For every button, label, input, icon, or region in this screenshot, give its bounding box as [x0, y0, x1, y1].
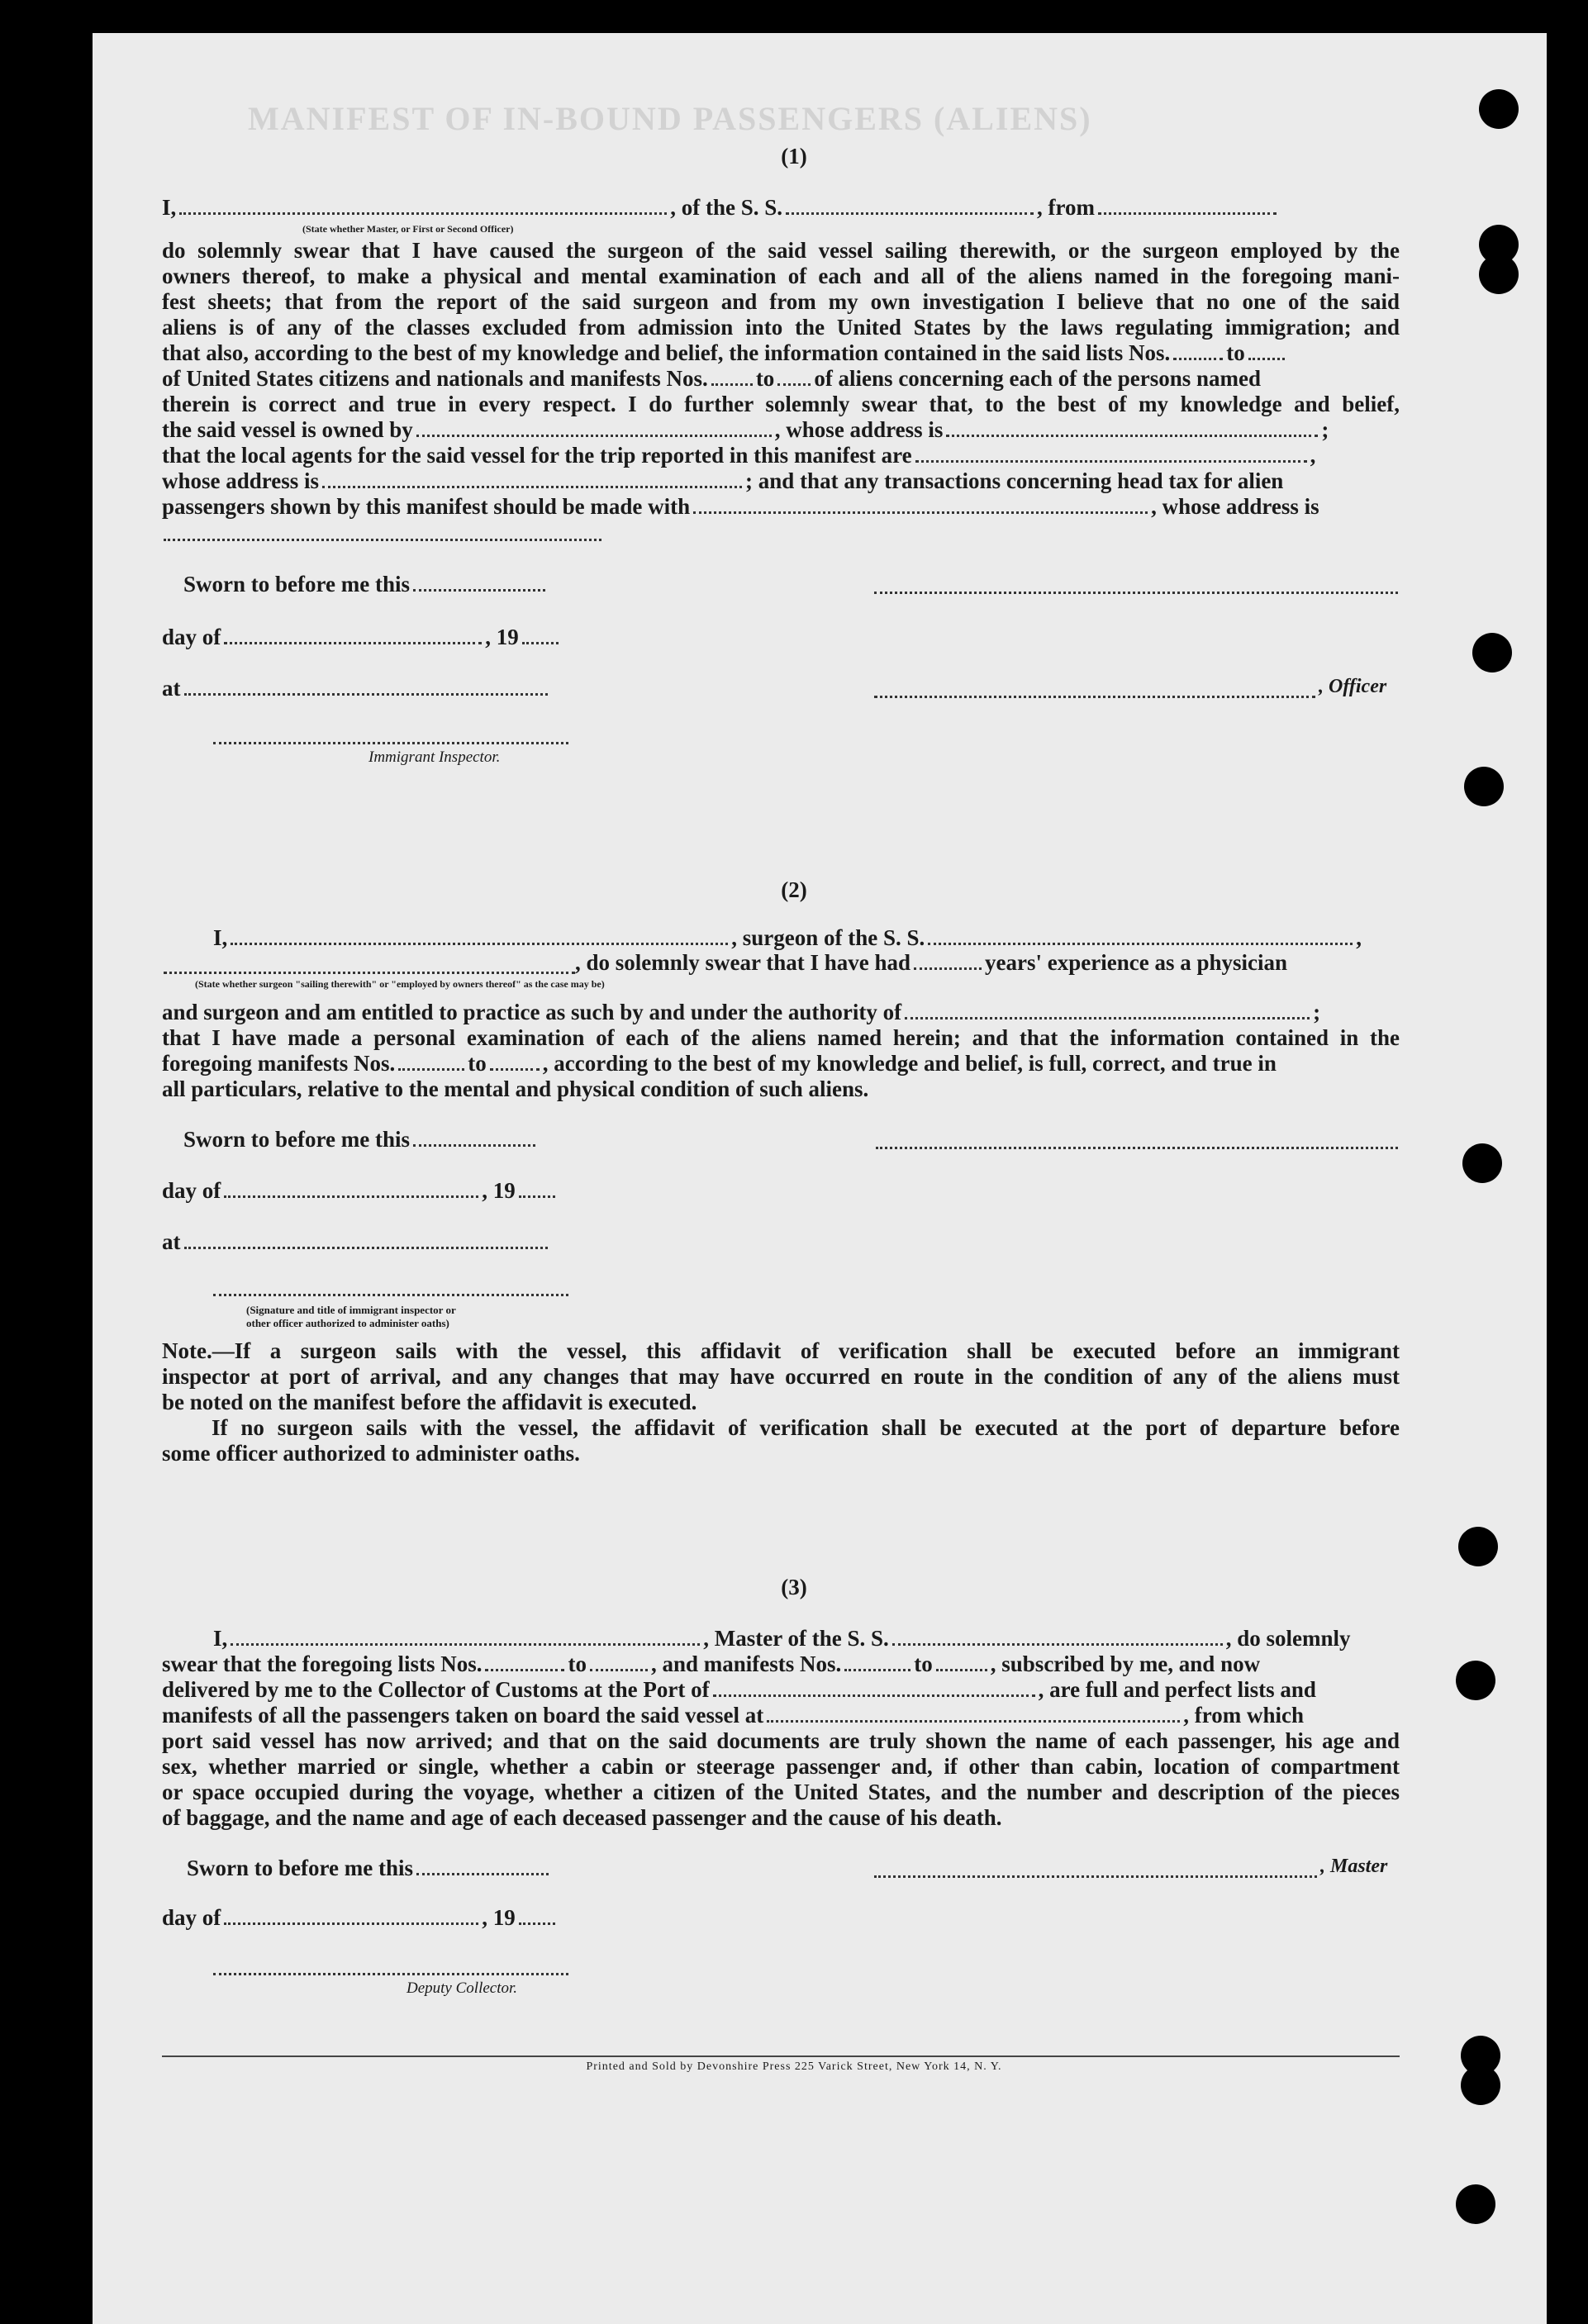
s1-body-line: owners thereof, to make a physical and mental examination of each and all of the aliens named in the foregoing mani- [162, 264, 1400, 288]
s2-signature-line [876, 1147, 1398, 1149]
s2-blank-line [164, 972, 575, 974]
section-1-number: (1) [781, 144, 807, 169]
s3-line-4: manifests of all the passengers taken on board the said vessel at , from which [162, 1703, 1305, 1728]
s1-body-line: do solemnly swear that I have caused the surgeon of the said vessel sailing therewith, or the surgeon employed by the [162, 238, 1400, 263]
s3-master-line [874, 1875, 1317, 1878]
s2-note-line: If no surgeon sails with the vessel, the affidavit of verification shall be executed at the port of departure before [212, 1415, 1400, 1440]
s2-caption-2: other officer authorized to administer oaths) [246, 1317, 449, 1329]
s3-line-3: delivered by me to the Collector of Customs at the Port of , are full and perfect lists and [162, 1677, 1316, 1702]
punch-hole [1479, 89, 1519, 129]
s2-note-line: Note.—If a surgeon sails with the vessel, this affidavit of verification shall be executed before an immigrant [162, 1338, 1400, 1363]
s2-line-3: and surgeon and am entitled to practice as such by and under the authority of ; [162, 1000, 1321, 1024]
s1-sworn: Sworn to before me this [183, 572, 549, 597]
s1-l1-lead: I, [162, 195, 177, 220]
s2-line-2: , do solemnly swear that I have had years' experience as a physician [575, 950, 1288, 975]
s2-note-line: be noted on the manifest before the affidavit is executed. [162, 1390, 697, 1414]
s3-dayof: day of , 19 [162, 1905, 559, 1931]
s2-note-line: some officer authorized to administer oaths. [162, 1441, 580, 1466]
punch-hole [1458, 1527, 1498, 1566]
s1-signature-line [874, 592, 1398, 594]
s2-inspector-line [213, 1294, 568, 1296]
s1-line-12: passengers shown by this manifest should be made with , whose address is [162, 494, 1319, 519]
s1-officer-note: (State whether Master, or First or Second Officer) [302, 223, 514, 235]
s2-line-1: I, , surgeon of the S. S. , [213, 925, 1362, 950]
s3-body-line: of baggage, and the name and age of each deceased passenger and the cause of his death. [162, 1805, 1002, 1830]
punch-hole [1479, 254, 1519, 294]
s1-at: at [162, 676, 551, 701]
s1-line-1: I, , of the S. S. , from [162, 195, 1280, 221]
s1-line-7: of United States citizens and nationals and manifests Nos. to of aliens concerning each of the persons named [162, 366, 1262, 391]
punch-hole [1456, 2184, 1495, 2224]
s2-at: at [162, 1229, 551, 1255]
s2-surgeon-note: (State whether surgeon "sailing therewith" or "employed by owners thereof" as the case may be) [195, 978, 605, 990]
s3-collector-line [213, 1973, 568, 1975]
s2-caption-1: (Signature and title of immigrant inspector or [246, 1304, 456, 1316]
s2-dayof: day of , 19 [162, 1178, 559, 1204]
s2-sworn: Sworn to before me this [183, 1127, 539, 1152]
s3-line-1: I, , Master of the S. S. , do solemnly [213, 1626, 1351, 1651]
s1-line-11: whose address is ; and that any transactions concerning head tax for alien [162, 468, 1284, 493]
s1-body-line: fest sheets; that from the report of the said surgeon and from my own investigation I believe that no one of the said [162, 289, 1400, 314]
s2-note-line: inspector at port of arrival, and any changes that may have occurred en route in the condition of any of the aliens must [162, 1364, 1400, 1389]
punch-hole [1464, 767, 1504, 806]
punch-hole [1472, 633, 1512, 672]
s1-officer-label: , Officer [1319, 676, 1387, 697]
s1-blank-line [164, 539, 601, 541]
s3-body-line: sex, whether married or single, whether a cabin or steerage passenger and, if other than cabin, location of compartment [162, 1754, 1400, 1779]
s3-caption: Deputy Collector. [407, 1979, 518, 1997]
punch-hole [1462, 1143, 1502, 1183]
s3-sworn: Sworn to before me this [187, 1856, 552, 1881]
s1-caption: Immigrant Inspector. [368, 749, 501, 766]
s3-body-line: or space occupied during the voyage, whether a citizen of the United States, and the number and description of the pieces [162, 1780, 1400, 1804]
s1-body-line: therein is correct and true in every respect. I do further solemnly swear that, to the best of my knowledge and belief, [162, 392, 1400, 416]
printer-imprint: Printed and Sold by Devonshire Press 225 Varick Street, New York 14, N. Y. [586, 2060, 1002, 2073]
s3-body-line: port said vessel has now arrived; and that on the said documents are truly shown the name of each passenger, his age and [162, 1728, 1400, 1753]
s1-officer-line [874, 696, 1315, 698]
s2-line-5: foregoing manifests Nos. to , according to the best of my knowledge and belief, is full, correct, and true in [162, 1051, 1277, 1076]
s2-body-line: that I have made a personal examination of each of the aliens named herein; and that the information contained in the [162, 1025, 1400, 1050]
s1-line-6: that also, according to the best of my knowledge and belief, the information contained in the said lists Nos. to [162, 340, 1288, 366]
bleed-through-title: MANIFEST OF IN-BOUND PASSENGERS (ALIENS) [248, 100, 1092, 137]
s3-master-label: , Master [1320, 1856, 1388, 1877]
s1-line-9: the said vessel is owned by , whose address is ; [162, 417, 1329, 442]
section-3-number: (3) [781, 1575, 807, 1599]
s2-line-6: all particulars, relative to the mental and physical condition of such aliens. [162, 1076, 869, 1101]
s1-inspector-line [213, 742, 568, 744]
s1-dayof: day of , 19 [162, 625, 562, 650]
s1-body-line: aliens is of any of the classes excluded from admission into the United States by the laws regulating immigration; and [162, 315, 1400, 340]
punch-hole [1456, 1661, 1495, 1700]
footer-rule [162, 2055, 1400, 2057]
s1-line-10: that the local agents for the said vessel for the trip reported in this manifest are , [162, 443, 1316, 468]
s3-line-2: swear that the foregoing lists Nos. to , and manifests Nos. to , subscribed by me, and now [162, 1652, 1261, 1676]
section-2-number: (2) [781, 877, 807, 902]
